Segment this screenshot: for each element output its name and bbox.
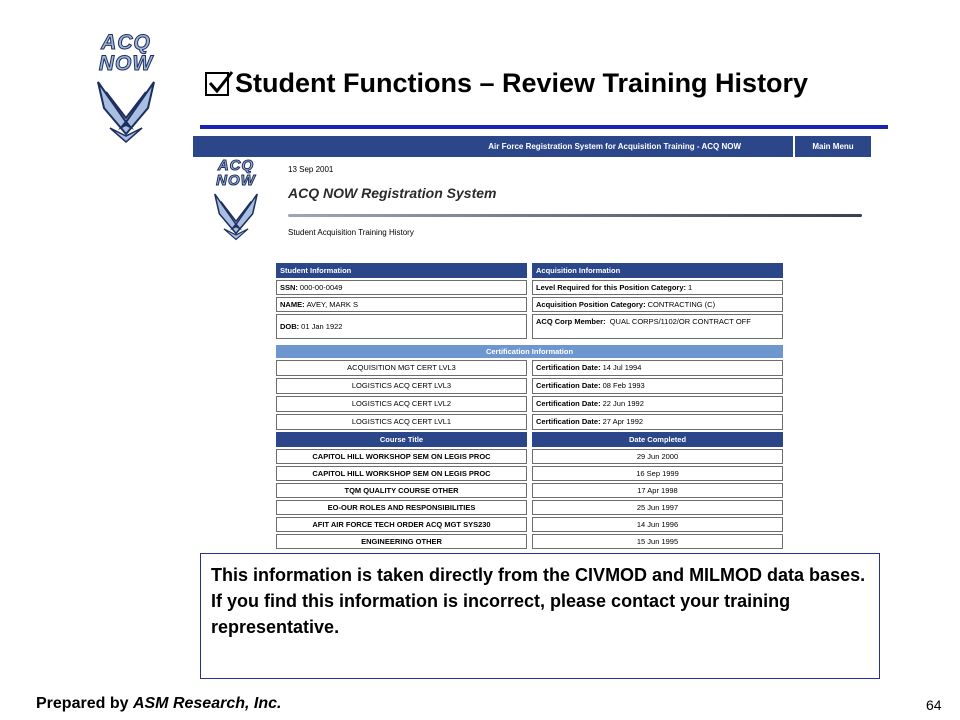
course-title-header: Course Title (276, 432, 527, 447)
course-row (276, 466, 783, 481)
acq-corp-cell (532, 314, 783, 339)
certification-date-cell (532, 414, 783, 430)
course-title: CAPITOL HILL WORKSHOP SEM ON LEGIS PROC (276, 466, 527, 481)
system-title: ACQ NOW Registration System (288, 185, 497, 201)
name-value: AVEY, MARK S (306, 300, 359, 310)
certification-date-cell (532, 396, 783, 412)
position-category-label: Acquisition Position Category: (536, 300, 646, 310)
course-date: 15 Jun 1995 (532, 534, 783, 549)
course-row (276, 449, 783, 464)
certification-table (276, 345, 783, 432)
info-row (276, 314, 783, 339)
report-date: 13 Sep 2001 (288, 165, 334, 174)
air-force-wings-icon (96, 78, 156, 144)
course-history-table (276, 432, 783, 551)
report-subtitle: Student Acquisition Training History (288, 228, 414, 237)
logo-text-acq: ACQ (101, 31, 151, 54)
app-logo-text-acq: ACQ (217, 157, 255, 174)
certification-name: LOGISTICS ACQ CERT LVL1 (276, 414, 527, 430)
student-info-table (276, 263, 783, 341)
ssn-cell (276, 280, 527, 295)
info-row (276, 297, 783, 312)
course-date: 16 Sep 1999 (532, 466, 783, 481)
course-date: 29 Jun 2000 (532, 449, 783, 464)
certification-header: Certification Information (276, 345, 783, 358)
certification-name: LOGISTICS ACQ CERT LVL3 (276, 378, 527, 394)
info-row (276, 280, 783, 295)
certification-row (276, 396, 783, 412)
slide-title: Student Functions – Review Training History (235, 68, 809, 98)
certification-name: ACQUISITION MGT CERT LVL3 (276, 360, 527, 376)
app-acq-now-logo (205, 158, 267, 240)
certification-date: 08 Feb 1993 (602, 381, 645, 391)
callout-text: This information is taken directly from the CIVMOD and MILMOD data bases. If you find this information is incorrect, please contact your training representative. (211, 565, 866, 637)
page-number: 64 (926, 697, 942, 713)
certification-row (276, 414, 783, 430)
dob-cell (276, 314, 527, 339)
certification-date-cell (532, 378, 783, 394)
course-title: ENGINEERING OTHER (276, 534, 527, 549)
ssn-label: SSN: (280, 283, 298, 293)
ssn-value: 000-00-0049 (299, 283, 343, 293)
position-category-cell (532, 297, 783, 312)
certification-date: 27 Apr 1992 (602, 417, 644, 427)
acq-corp-value: QUAL CORPS/1102/OR CONTRACT OFF (609, 317, 751, 327)
course-title: EO-OUR ROLES AND RESPONSIBILITIES (276, 500, 527, 515)
dob-value: 01 Jan 1922 (301, 322, 343, 332)
app-wings-icon (213, 191, 259, 241)
course-row (276, 500, 783, 515)
level-required-label: Level Required for this Position Category: (536, 283, 687, 293)
course-date: 25 Jun 1997 (532, 500, 783, 515)
app-screenshot (193, 136, 871, 556)
checked-box-icon (205, 72, 229, 96)
app-header-bar (193, 136, 871, 157)
footer-prefix: Prepared by (36, 695, 133, 712)
info-callout (200, 553, 880, 679)
course-row (276, 483, 783, 498)
certification-date-label: Certification Date: (536, 417, 601, 427)
slide-title-row (205, 68, 808, 99)
certification-date: 22 Jun 1992 (602, 399, 644, 409)
certification-date-label: Certification Date: (536, 381, 601, 391)
acq-corp-label: ACQ Corp Member: (536, 317, 606, 327)
app-bar-title: Air Force Registration System for Acquisition Training - ACQ NOW (488, 142, 741, 151)
system-title-rule (288, 214, 862, 217)
footer-credit (36, 695, 281, 713)
course-row (276, 534, 783, 549)
title-underline (200, 125, 888, 129)
certification-row (276, 360, 783, 376)
info-header-row (276, 263, 783, 278)
acq-now-logo (84, 32, 168, 148)
certification-header-row (276, 345, 783, 358)
acquisition-info-header: Acquisition Information (532, 263, 783, 278)
level-required-value: 1 (688, 283, 693, 293)
course-row (276, 517, 783, 532)
certification-date: 14 Jul 1994 (602, 363, 642, 373)
name-cell (276, 297, 527, 312)
footer-company: ASM Research, Inc. (132, 695, 282, 712)
course-title: CAPITOL HILL WORKSHOP SEM ON LEGIS PROC (276, 449, 527, 464)
level-required-cell (532, 280, 783, 295)
course-header-row (276, 432, 783, 447)
certification-date-label: Certification Date: (536, 399, 601, 409)
course-title: AFIT AIR FORCE TECH ORDER ACQ MGT SYS230 (276, 517, 527, 532)
name-label: NAME: (280, 300, 305, 310)
main-menu-link[interactable]: Main Menu (812, 142, 854, 151)
app-logo-text-now: NOW (216, 172, 256, 189)
course-date: 14 Jun 1996 (532, 517, 783, 532)
certification-date-label: Certification Date: (536, 363, 601, 373)
course-date: 17 Apr 1998 (532, 483, 783, 498)
course-title: TQM QUALITY COURSE OTHER (276, 483, 527, 498)
certification-name: LOGISTICS ACQ CERT LVL2 (276, 396, 527, 412)
position-category-value: CONTRACTING (C) (647, 300, 716, 310)
dob-label: DOB: (280, 322, 300, 332)
certification-date-cell (532, 360, 783, 376)
student-info-header: Student Information (276, 263, 527, 278)
date-completed-header: Date Completed (532, 432, 783, 447)
certification-row (276, 378, 783, 394)
logo-text-now: NOW (98, 52, 154, 75)
